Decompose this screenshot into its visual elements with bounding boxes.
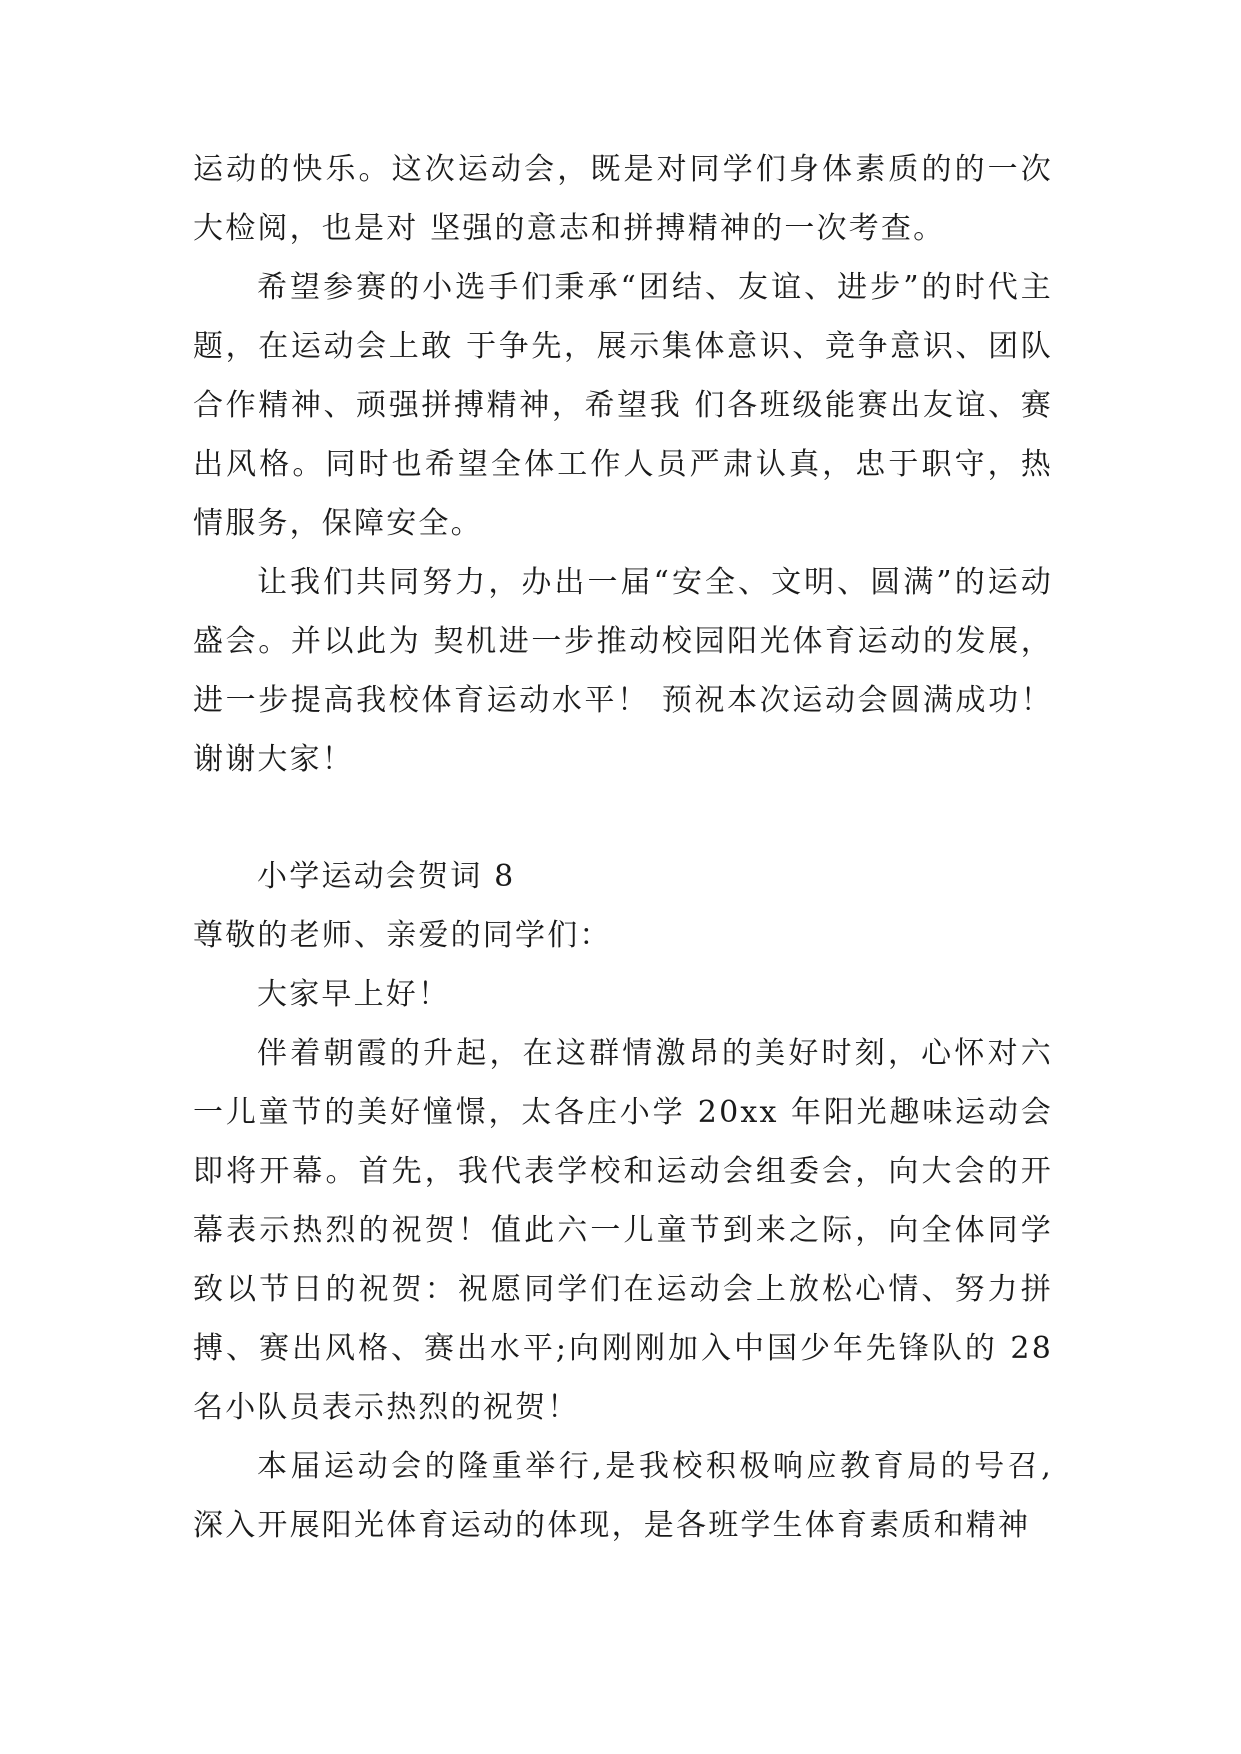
section-heading: 小学运动会贺词 8 — [257, 859, 516, 894]
greeting: 大家早上好！ — [257, 977, 451, 1012]
paragraph-continuation: 运动的快乐。这次运动会，既是对同学们身体素质的的一次大检阅，也是对 坚强的意志和拼搏精神的一次考查。 — [193, 152, 1053, 246]
paragraph-significance: 本届运动会的隆重举行,是我校积极响应教育局的号召,深入开展阳光体育运动的体现，是各班学生体育素质和精神 — [193, 1449, 1053, 1543]
paragraph-opening: 伴着朝霞的升起，在这群情激昂的美好时刻，心怀对六一儿童节的美好憧憬，太各庄小学 20xx 年阳光趣味运动会即将开幕。首先，我代表学校和运动会组委会，向大会的开幕表示热烈的祝贺！值此六一儿童节到来之际，向全体同学致以节日的祝贺：祝愿同学们在运动会上放松心情、努力拼搏、赛出风格、赛出水平;向刚刚加入中国少年先锋队的 28 名小队员表示热烈的祝贺！ — [193, 1036, 1053, 1425]
salutation: 尊敬的老师、亲爱的同学们： — [193, 918, 612, 953]
paragraph-hope-athletes: 希望参赛的小选手们秉承“团结、友谊、进步”的时代主题，在运动会上敢 于争先，展示集体意识、竞争意识、团队合作精神、顽强拼搏精神，希望我 们各班级能赛出友谊、赛出风格。同时也希望全体工作人员严肃认真，忠于职守，热情服务，保障安全。 — [193, 270, 1053, 541]
section-spacer — [193, 789, 1053, 847]
paragraph-closing-wishes: 让我们共同努力，办出一届“安全、文明、圆满”的运动盛会。并以此为 契机进一步推动校园阳光体育运动的发展，进一步提高我校体育运动水平！ 预祝本次运动会圆满成功！谢谢大家！ — [193, 565, 1053, 777]
document-body — [193, 140, 1053, 1555]
